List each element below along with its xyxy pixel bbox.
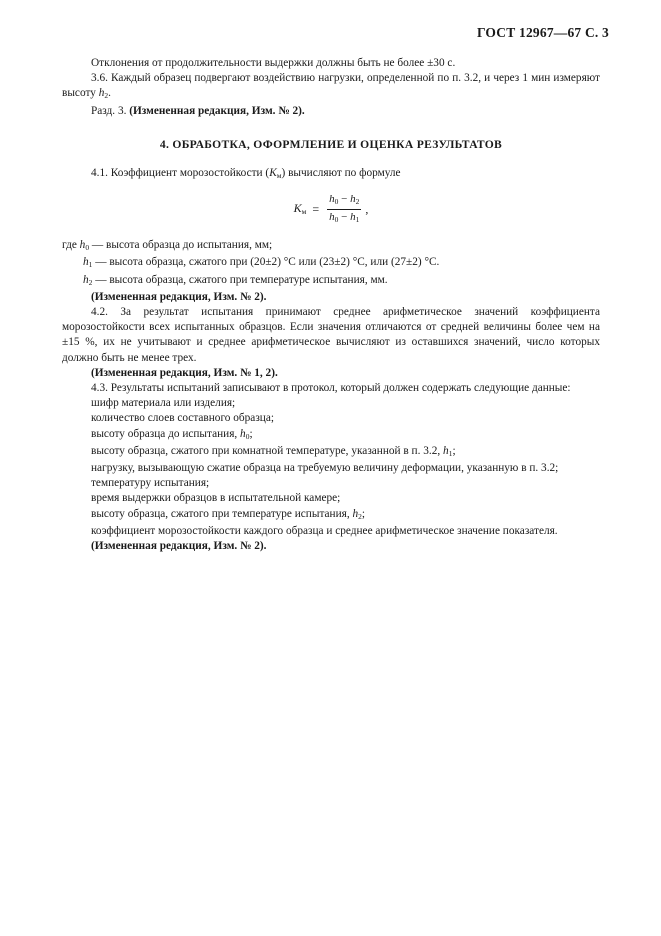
- den-a-sub: 0: [334, 215, 339, 225]
- var-sub: 1: [448, 448, 453, 458]
- den-op: −: [338, 211, 351, 224]
- formula-lhs-sub: м: [301, 206, 307, 216]
- num-a: h: [329, 193, 335, 206]
- var-h: h: [240, 427, 246, 440]
- var-h: h: [83, 256, 89, 269]
- var-h: h: [79, 239, 86, 252]
- den-b-sub: 1: [355, 215, 360, 225]
- list-item: нагрузку, вызывающую сжатие образца на требуемую величину деформации, указанную в п. 3.2;: [91, 462, 559, 475]
- den-a: h: [329, 211, 335, 224]
- definition-text: — высота образца, сжатого при (20±2) °С или (23±2) °С, или (27±2) °С.: [92, 256, 440, 269]
- var-h: h: [352, 507, 359, 520]
- formula-tail: ,: [365, 202, 369, 217]
- revision-note: (Измененная редакция, Изм. № 2).: [129, 104, 305, 117]
- paragraph-3-6: [62, 71, 600, 103]
- var-sub: 0: [245, 431, 250, 441]
- revision-note-4-1: (Измененная редакция, Изм. № 2).: [91, 290, 267, 303]
- list-item: [62, 444, 600, 461]
- var-sub: 0: [85, 243, 90, 253]
- var-sub: м: [276, 171, 282, 181]
- var-k: K: [269, 167, 277, 180]
- list-item: [62, 427, 600, 444]
- formula-lhs-var: K: [293, 200, 302, 215]
- page-header: ГОСТ 12967—67 С. 3: [476, 25, 609, 40]
- paragraph-4-1: [62, 166, 600, 183]
- list-item: количество слоев составного образца;: [91, 412, 274, 425]
- list-item: время выдержки образцов в испытательной камере;: [91, 492, 341, 505]
- punctuation: .: [108, 87, 111, 100]
- list-item: шифр материала или изделия;: [91, 397, 236, 410]
- list-item-text: высоту образца до испытания,: [91, 427, 241, 440]
- num-b: h: [350, 193, 356, 206]
- num-a-sub: 0: [334, 197, 339, 207]
- num-op: −: [338, 193, 351, 206]
- den-b: h: [350, 211, 356, 224]
- list-item-text: высоту образца, сжатого при температуре испытания,: [91, 507, 353, 520]
- var-h: h: [443, 444, 449, 457]
- var-h: h: [98, 87, 105, 100]
- var-sub: 2: [358, 511, 362, 521]
- definition-h2: [62, 273, 600, 290]
- var-sub: 2: [104, 91, 109, 101]
- definition-text: — высота образца, сжатого при температуре испытания, мм.: [92, 273, 388, 286]
- definition-h1: [62, 255, 600, 272]
- list-item: температуру испытания;: [91, 477, 210, 490]
- definition-h0: [62, 238, 600, 255]
- razd3-prefix: Разд. 3.: [91, 104, 130, 117]
- paragraph-4-2: 4.2. За результат испытания принимают среднее арифметическое значений коэффициента морозостойкости всех испытанных образцов. Если значения отличаются от средней величины более чем на ±15 %, их не учитывают и среднее арифметическое вычисляют из оставшихся значений, число которых должно быть не менее трех.: [62, 306, 600, 364]
- revision-note-4-2: (Измененная редакция, Изм. № 1, 2).: [91, 366, 278, 379]
- list-item: [62, 507, 600, 524]
- revision-note-4-3: (Измененная редакция, Изм. № 2).: [91, 540, 267, 553]
- var-sub: 1: [88, 260, 93, 270]
- paragraph-4-3: 4.3. Результаты испытаний записывают в протокол, который должен содержать следующие данные:: [91, 382, 571, 395]
- formula-denominator: [327, 210, 361, 226]
- paragraph-razd3: [62, 104, 600, 119]
- punctuation: ;: [361, 507, 366, 520]
- paragraph-deviation: Отклонения от продолжительности выдержки должны быть не более ±30 с.: [91, 57, 456, 69]
- list-item-last: коэффициент морозостойкости каждого образца и среднее арифметическое значение показателя.: [91, 524, 558, 537]
- document-body: [62, 56, 600, 554]
- definition-text: — высота образца до испытания, мм;: [89, 239, 273, 252]
- list-item-text: высоту образца, сжатого при комнатной температуре, указанной в п. 3.2,: [91, 444, 444, 457]
- formula-fraction: [327, 193, 361, 226]
- formula-frost-resistance: [62, 193, 600, 226]
- punctuation: ;: [249, 427, 253, 440]
- var-sub: 2: [88, 277, 93, 287]
- formula-equals: =: [312, 202, 320, 217]
- paragraph-4-1-end: ) вычисляют по формуле: [281, 167, 401, 180]
- definition-prefix: где: [62, 239, 80, 252]
- paragraph-3-6-text: 3.6. Каждый образец подвергают воздействию нагрузки, определенной по п. 3.2, и через 1 мин измеряют высоту: [62, 72, 600, 100]
- paragraph-4-1-text: 4.1. Коэффициент морозостойкости (: [91, 167, 270, 180]
- formula-lhs: [294, 201, 307, 219]
- formula-numerator: [327, 193, 361, 210]
- section-4-title: 4. ОБРАБОТКА, ОФОРМЛЕНИЕ И ОЦЕНКА РЕЗУЛЬТАТОВ: [159, 137, 503, 151]
- punctuation: ;: [452, 444, 456, 457]
- var-h: h: [83, 273, 89, 286]
- num-b-sub: 2: [355, 197, 360, 207]
